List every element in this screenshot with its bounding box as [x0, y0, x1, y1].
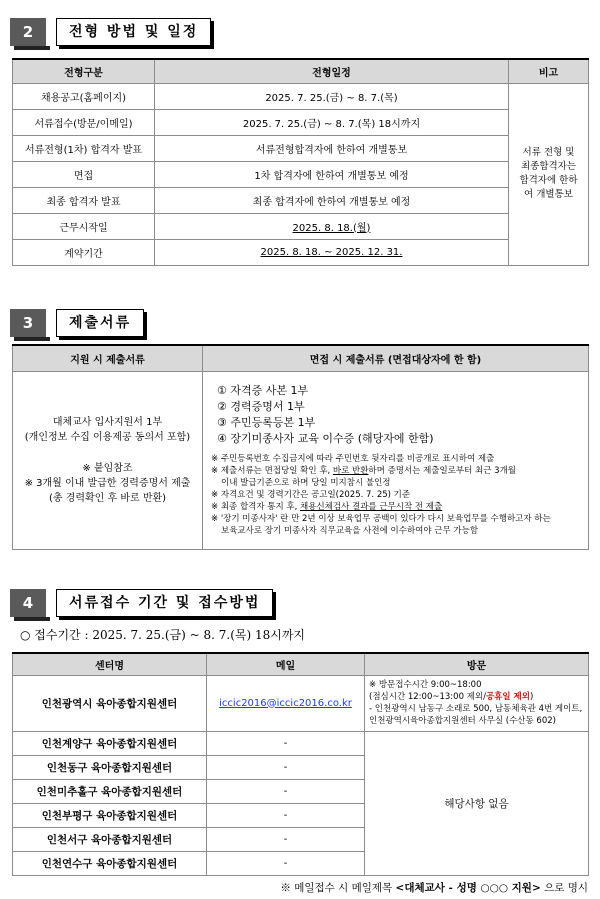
note-line: 보육교사로 장기 미종사자 직무교육을 사전에 이수하여야 근무 가능함	[221, 526, 479, 536]
section-title: 제출서류	[56, 309, 144, 337]
center-name: 인천동구 육아종합지원센터	[13, 755, 207, 779]
header-visit: 방문	[365, 653, 589, 675]
section-number: 4	[10, 589, 46, 617]
start-date: 2025. 8. 18.(월)	[292, 222, 371, 234]
mail-cell: -	[207, 827, 365, 851]
header-interview-docs: 면접 시 제출서류 (면접대상자에 한 함)	[203, 345, 589, 371]
center-name: 인천서구 육아종합지원센터	[13, 827, 207, 851]
interview-doc-item: ② 경력증명서 1부	[217, 400, 305, 413]
schedule-table	[12, 58, 589, 266]
interview-doc-item: ① 자격증 사본 1부	[217, 384, 309, 397]
mail-cell: -	[207, 731, 365, 755]
note-line: ※ '장기 미종사자' 란 만 2년 이상 보육업무 공백이 있다가 다시 보육업무를 수행하고자 하는	[211, 514, 551, 524]
interview-doc-item: ④ 장기미종사자 교육 이수증 (해당자에 한함)	[217, 432, 434, 445]
table-cell: 2025. 7. 25.(금) ~ 8. 7.(목) 18시까지	[155, 109, 509, 135]
interview-docs-cell	[203, 371, 589, 549]
center-name: 인천연수구 육아종합지원센터	[13, 851, 207, 875]
mail-subject-note: ※ 메일접수 시 메일제목 <대체교사 - 성명 ○○○ 지원> 으로 명시	[280, 882, 588, 894]
apply-doc-line: ※ 붙임참조	[82, 462, 133, 474]
mail-cell	[207, 675, 365, 731]
section-number: 3	[10, 309, 46, 337]
apply-docs-cell	[13, 371, 203, 549]
header-mail: 메일	[207, 653, 365, 675]
apply-doc-line: ※ 3개월 이내 발급한 경력증명서 제출	[24, 477, 191, 489]
table-cell: 채용공고(홈페이지)	[13, 83, 155, 109]
table-cell	[155, 213, 509, 239]
header-type: 전형구분	[13, 59, 155, 83]
table-cell: 계약기간	[13, 239, 155, 265]
center-name: 인천계양구 육아종합지원센터	[13, 731, 207, 755]
table-cell: 1차 합격자에 한하여 개별통보 예정	[155, 161, 509, 187]
apply-doc-line: (개인정보 수집 이용제공 동의서 포함)	[24, 431, 191, 443]
mail-cell: -	[207, 779, 365, 803]
mail-cell: -	[207, 803, 365, 827]
table-cell: 면접	[13, 161, 155, 187]
center-name: 인천부평구 육아종합지원센터	[13, 803, 207, 827]
application-period: ○ 접수기간 : 2025. 7. 25.(금) ~ 8. 7.(목) 18시까지	[20, 628, 306, 642]
mail-cell: -	[207, 755, 365, 779]
documents-table	[12, 344, 589, 550]
note-line: ※ 주민등록번호 수집금지에 따라 주민번호 뒷자리를 비공개로 표시하여 제출	[211, 454, 495, 464]
table-cell: 서류전형합격자에 한하여 개별통보	[155, 135, 509, 161]
header-center: 센터명	[13, 653, 207, 675]
visit-cell: ※ 방문접수시간 9:00~18:00 (점심시간 12:00~13:00 제외/공휴일 제외) - 인천광역시 남동구 소래로 500, 남동체육관 4번 게이트, 인천광역시육아종합지원센터 사무실 (수산동 602)	[365, 675, 589, 731]
section-title: 전형 방법 및 일정	[56, 18, 211, 46]
contract-period: 2025. 8. 18. ~ 2025. 12. 31.	[260, 246, 403, 258]
table-cell	[155, 239, 509, 265]
note-line: ※ 최종 합격자 통지 후, 채용신체검사 결과를 근무시작 전 제출	[211, 502, 443, 512]
mail-link[interactable]: iccic2016@iccic2016.co.kr	[219, 697, 352, 709]
interview-doc-item: ③ 주민등록등본 1부	[217, 416, 316, 429]
note-line: ※ 제출서류는 면접당일 확인 후, 바로 반환하며 증명서는 제출일로부터 최근 3개월	[211, 466, 517, 476]
center-name: 인천미추홀구 육아종합지원센터	[13, 779, 207, 803]
header-apply-docs: 지원 시 제출서류	[13, 345, 203, 371]
center-name: 인천광역시 육아종합지원센터	[13, 675, 207, 731]
table-cell: 2025. 7. 25.(금) ~ 8. 7.(목)	[155, 83, 509, 109]
remark-cell: 서류 전형 및 최종합격자는 합격자에 한하여 개별통보	[509, 83, 589, 265]
apply-doc-line: (총 경력확인 후 바로 반환)	[48, 492, 167, 504]
table-cell: 근무시작일	[13, 213, 155, 239]
table-cell: 최종 합격자 발표	[13, 187, 155, 213]
header-schedule: 전형일정	[155, 59, 509, 83]
section-title: 서류접수 기간 및 접수방법	[56, 589, 273, 617]
apply-doc-line: 대체교사 입사지원서 1부	[52, 416, 163, 428]
section-number: 2	[10, 18, 46, 46]
table-cell: 서류전형(1차) 합격자 발표	[13, 135, 155, 161]
header-remark: 비고	[509, 59, 589, 83]
table-cell: 최종 합격자에 한하여 개별통보 예정	[155, 187, 509, 213]
visit-none-cell: 해당사항 없음	[365, 731, 589, 875]
note-line: 이내 발급기준으로 하며 당일 미지참시 불인정	[221, 478, 391, 488]
table-cell: 서류접수(방문/이메일)	[13, 109, 155, 135]
note-line: ※ 자격요건 및 경력기간은 공고일(2025. 7. 25) 기준	[211, 490, 411, 500]
mail-cell: -	[207, 851, 365, 875]
centers-table	[12, 652, 589, 876]
